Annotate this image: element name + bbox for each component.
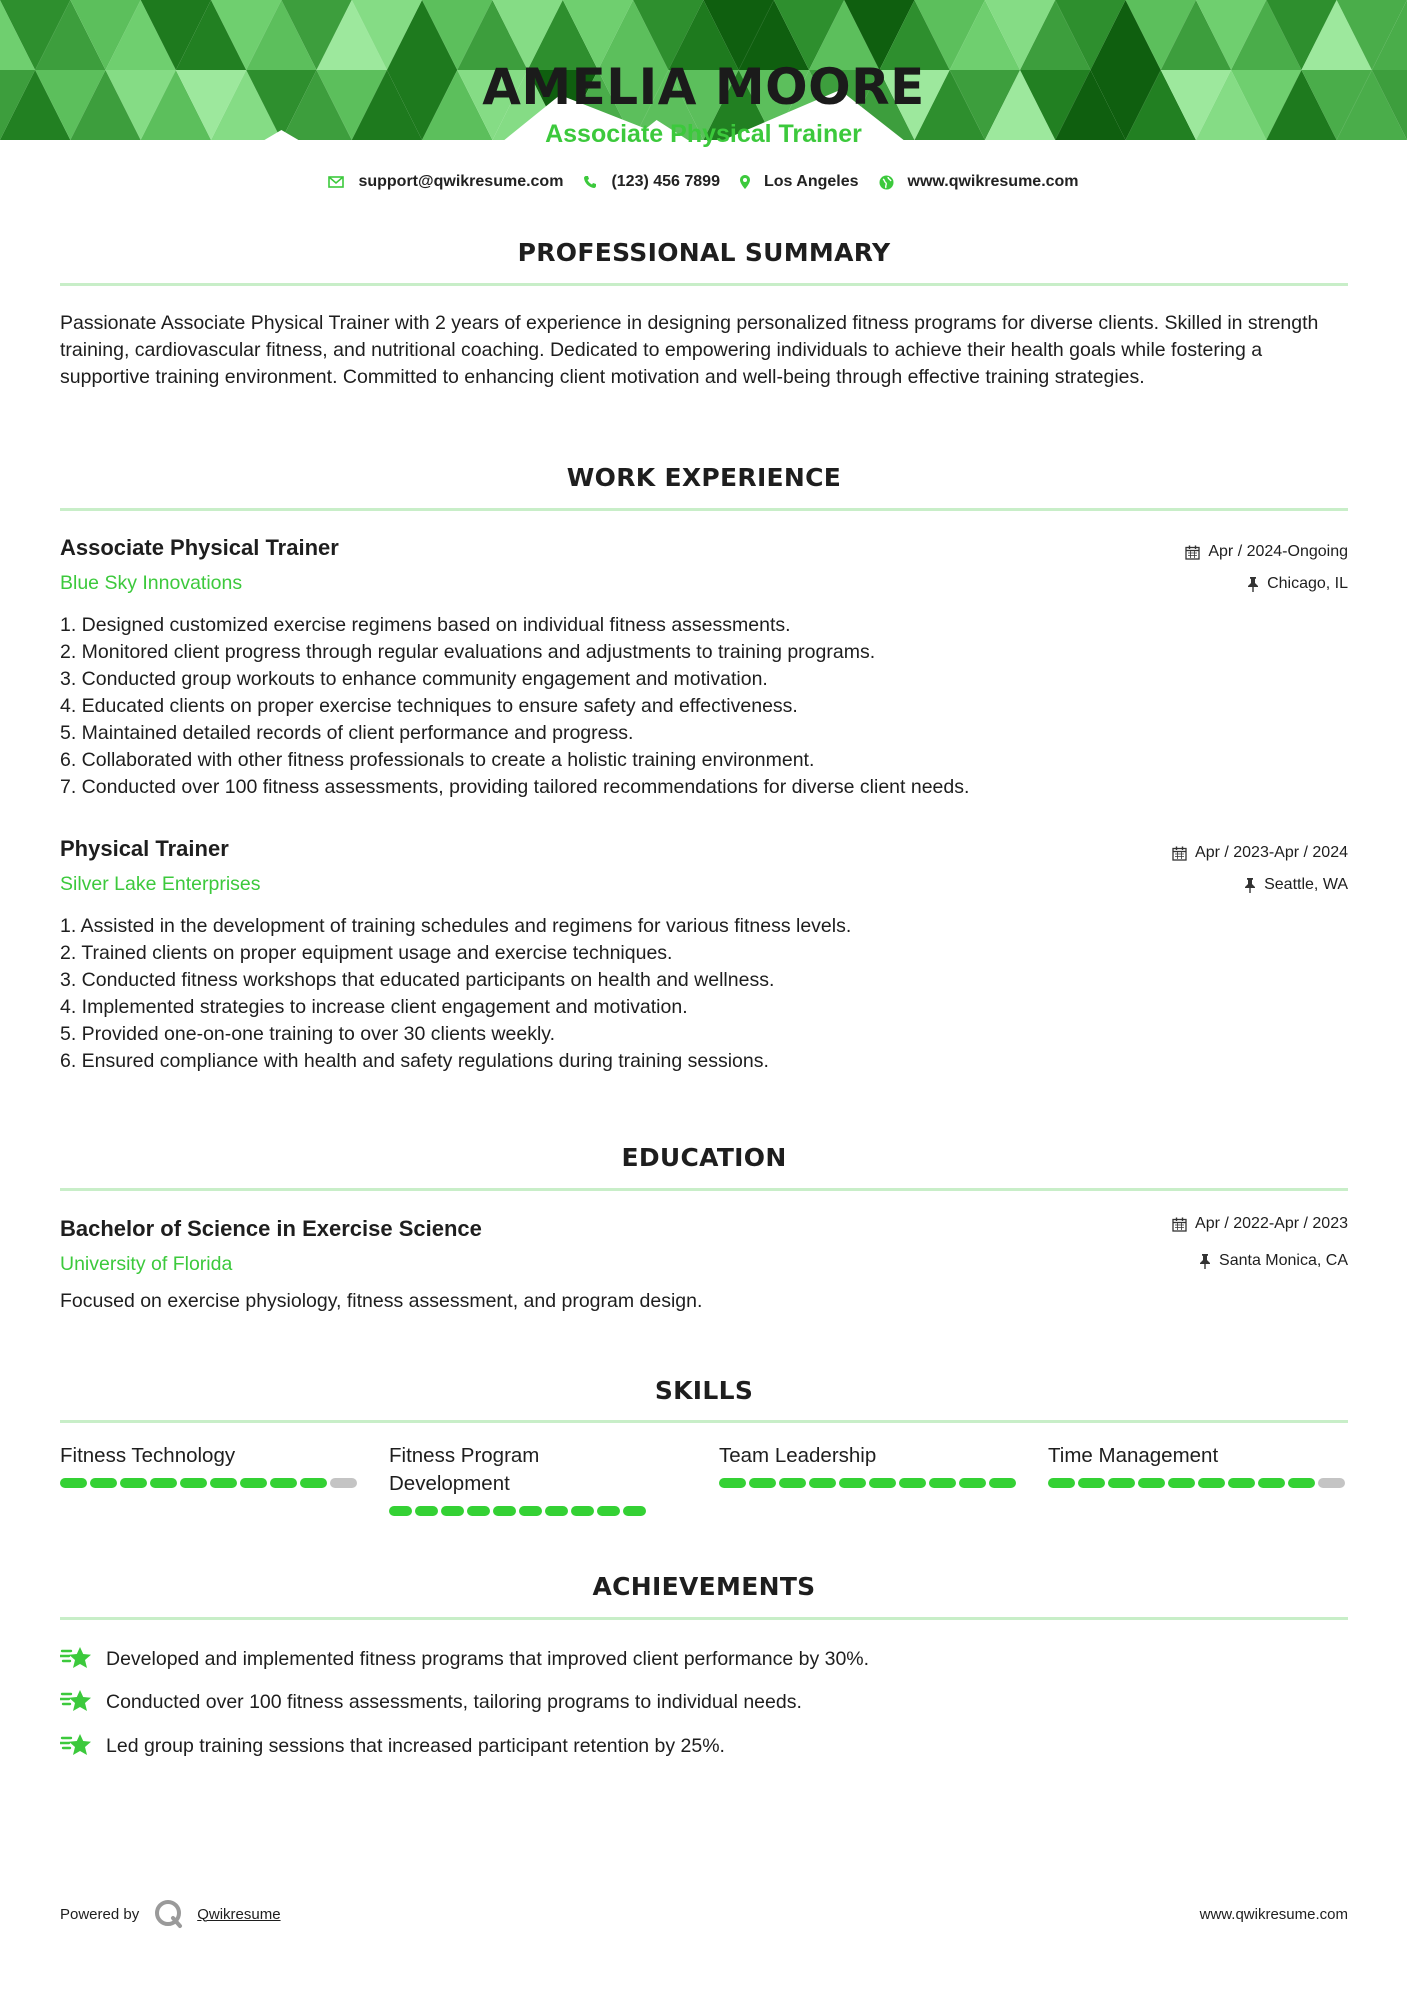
summary-heading: PROFESSIONAL SUMMARY (517, 238, 891, 267)
skill-segment (1288, 1478, 1315, 1488)
skill-name: Fitness Program Development (389, 1444, 540, 1495)
skill-segment (1198, 1478, 1225, 1488)
pushpin-icon (1244, 878, 1256, 893)
skill-segment (1078, 1478, 1105, 1488)
achievements-heading: ACHIEVEMENTS (592, 1572, 816, 1601)
list-item: 4. Implemented strategies to increase client engagement and motivation. (60, 996, 688, 1018)
map-pin-icon (740, 175, 750, 189)
job-bullets (60, 612, 1350, 801)
list-item: 5. Maintained detailed records of client performance and progress. (60, 722, 634, 744)
skill-level-bar (1048, 1478, 1348, 1488)
footer-website[interactable]: www.qwikresume.com (1199, 1906, 1348, 1923)
skill-segment (839, 1478, 866, 1488)
powered-by-label: Powered by (60, 1905, 140, 1923)
list-item: 6. Ensured compliance with health and safety regulations during training sessions. (60, 1050, 769, 1072)
skill-segment (809, 1478, 836, 1488)
phone-icon (583, 175, 597, 189)
job-company: Blue Sky Innovations (60, 572, 243, 594)
shooting-star-icon (60, 1645, 94, 1673)
experience-divider (60, 508, 1348, 511)
skill-segment (779, 1478, 806, 1488)
contact-website-text: www.qwikresume.com (907, 173, 1079, 190)
shooting-star-icon (60, 1688, 94, 1716)
job-date (1172, 844, 1348, 862)
skill-segment (240, 1478, 267, 1488)
skill-segment (1138, 1478, 1165, 1488)
summary-text: Passionate Associate Physical Trainer with 2 years of experience in designing personalized fitness programs for diverse clients. Skilled in strength training, cardiovascular fitness, and nutritional coaching. Dedicated to empowering individuals to achieve their health goals while fostering a supportive training environment. Committed to enhancing client motivation and well-being through effective training strategies. (60, 312, 1319, 388)
contact-bar (0, 173, 1407, 191)
skill-segment (597, 1506, 620, 1516)
skill-segment (899, 1478, 926, 1488)
job-bullets (60, 913, 1350, 1075)
skill-segment (60, 1478, 87, 1488)
job-title: Physical Trainer (60, 836, 229, 861)
experience-heading: WORK EXPERIENCE (566, 463, 842, 492)
skill-segment (150, 1478, 177, 1488)
skill-segment (415, 1506, 438, 1516)
skill-segment (1108, 1478, 1135, 1488)
job-date-text: Apr / 2024-Ongoing (1208, 543, 1348, 560)
qwikresume-logo-icon (153, 1898, 185, 1930)
education-divider (60, 1188, 1348, 1191)
envelope-icon (328, 176, 344, 188)
skill-segment (210, 1478, 237, 1488)
skill-segment (519, 1506, 542, 1516)
skill-level-bar (389, 1506, 649, 1516)
skill-segment (869, 1478, 896, 1488)
list-item: 2. Trained clients on proper equipment usage and exercise techniques. (60, 942, 673, 964)
education-date-text: Apr / 2022-Apr / 2023 (1195, 1215, 1348, 1232)
achievement-text: Conducted over 100 fitness assessments, tailoring programs to individual needs. (106, 1690, 802, 1713)
skill-segment (300, 1478, 327, 1488)
skill-segment (571, 1506, 594, 1516)
skill-segment (989, 1478, 1016, 1488)
skill-segment (749, 1478, 776, 1488)
school-name: University of Florida (60, 1253, 233, 1275)
skill-segment (1228, 1478, 1255, 1488)
skill-segment (719, 1478, 746, 1488)
qwikresume-link[interactable]: Qwikresume (197, 1905, 281, 1923)
job-date (1185, 543, 1348, 561)
achievement-item (60, 1732, 725, 1760)
skills-divider (60, 1420, 1348, 1423)
shooting-star-icon (60, 1732, 94, 1760)
job-location (1244, 876, 1348, 894)
skill-item (389, 1442, 649, 1516)
skill-segment (1258, 1478, 1285, 1488)
pushpin-icon (1247, 577, 1259, 592)
skill-segment (1048, 1478, 1075, 1488)
list-item: 6. Collaborated with other fitness professionals to create a holistic training environment. (60, 749, 815, 771)
job-title: Associate Physical Trainer (60, 535, 339, 560)
calendar-icon (1185, 545, 1200, 560)
skill-item (719, 1442, 1019, 1488)
skill-segment (929, 1478, 956, 1488)
skill-item (60, 1442, 360, 1488)
contact-phone-text: (123) 456 7899 (611, 173, 720, 190)
contact-phone[interactable] (583, 173, 720, 191)
skill-segment (90, 1478, 117, 1488)
contact-email[interactable] (328, 173, 563, 191)
skill-segment (623, 1506, 646, 1516)
achievements-divider (60, 1617, 1348, 1620)
skill-segment (330, 1478, 357, 1488)
achievement-item (60, 1688, 802, 1716)
candidate-name: AMELIA MOORE (482, 58, 925, 116)
list-item: 1. Designed customized exercise regimens based on individual fitness assessments. (60, 614, 791, 636)
skill-segment (467, 1506, 490, 1516)
education-description: Focused on exercise physiology, fitness assessment, and program design. (60, 1290, 703, 1312)
skill-segment (1318, 1478, 1345, 1488)
education-date (1172, 1215, 1348, 1233)
candidate-role: Associate Physical Trainer (545, 120, 862, 148)
skill-segment (545, 1506, 568, 1516)
achievement-item (60, 1645, 869, 1673)
skill-segment (959, 1478, 986, 1488)
skill-item (1048, 1442, 1348, 1488)
education-location-text: Santa Monica, CA (1219, 1252, 1348, 1269)
skill-level-bar (60, 1478, 360, 1488)
achievement-text: Led group training sessions that increased participant retention by 25%. (106, 1734, 725, 1757)
job-company: Silver Lake Enterprises (60, 873, 261, 895)
skill-name: Time Management (1048, 1444, 1219, 1467)
job-location-text: Seattle, WA (1264, 876, 1348, 893)
footer-powered-by (60, 1898, 281, 1930)
calendar-icon (1172, 846, 1187, 861)
contact-location (740, 173, 859, 191)
calendar-icon (1172, 1217, 1187, 1232)
skill-segment (441, 1506, 464, 1516)
job-location (1247, 575, 1348, 593)
skill-segment (120, 1478, 147, 1488)
globe-icon (879, 175, 894, 190)
job-date-text: Apr / 2023-Apr / 2024 (1195, 844, 1348, 861)
education-heading: EDUCATION (621, 1143, 787, 1172)
list-item: 7. Conducted over 100 fitness assessments, providing tailored recommendations for diverse client needs. (60, 776, 970, 798)
skill-segment (1168, 1478, 1195, 1488)
skill-segment (180, 1478, 207, 1488)
skills-heading: SKILLS (654, 1376, 754, 1405)
summary-divider (60, 283, 1348, 286)
achievement-text: Developed and implemented fitness programs that improved client performance by 30%. (106, 1647, 870, 1670)
skill-segment (493, 1506, 516, 1516)
list-item: 3. Conducted group workouts to enhance community engagement and motivation. (60, 668, 768, 690)
degree-title: Bachelor of Science in Exercise Science (60, 1216, 482, 1241)
list-item: 2. Monitored client progress through regular evaluations and adjustments to training programs. (60, 641, 876, 663)
list-item: 4. Educated clients on proper exercise techniques to ensure safety and effectiveness. (60, 695, 798, 717)
education-location (1199, 1252, 1348, 1270)
list-item: 3. Conducted fitness workshops that educated participants on health and wellness. (60, 969, 775, 991)
contact-website[interactable] (879, 173, 1079, 191)
pushpin-icon (1199, 1254, 1211, 1269)
skill-segment (270, 1478, 297, 1488)
list-item: 1. Assisted in the development of training schedules and regimens for various fitness levels. (60, 915, 852, 937)
skill-segment (389, 1506, 412, 1516)
skill-level-bar (719, 1478, 1019, 1488)
list-item: 5. Provided one-on-one training to over 30 clients weekly. (60, 1023, 556, 1045)
job-location-text: Chicago, IL (1267, 575, 1348, 592)
contact-location-text: Los Angeles (763, 173, 859, 190)
contact-email-text: support@qwikresume.com (358, 173, 564, 190)
skill-name: Team Leadership (719, 1444, 877, 1467)
skill-name: Fitness Technology (60, 1444, 236, 1467)
